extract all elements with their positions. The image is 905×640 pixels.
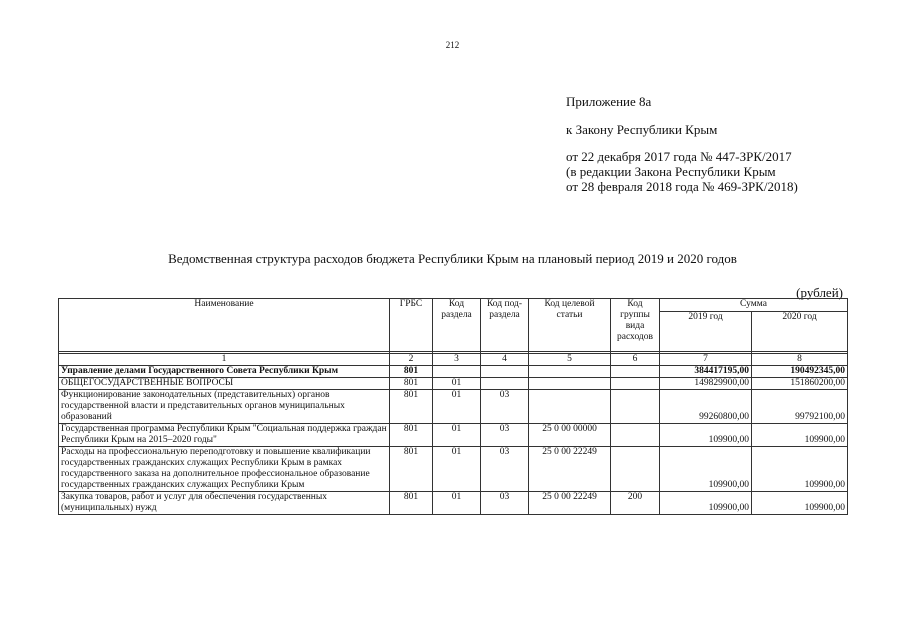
row-podrazdel: 03 [481, 390, 529, 424]
row-podrazdel: 03 [481, 424, 529, 447]
row-target [529, 366, 611, 378]
col-number: 2 [390, 354, 433, 366]
budget-table [58, 298, 848, 515]
header-podrazdel: Код под-раздела [481, 299, 529, 352]
row-group [611, 366, 660, 378]
row-target: 25 0 00 22249 [529, 447, 611, 492]
row-group: 200 [611, 492, 660, 515]
row-name: Управление делами Государственного Совета Республики Крым [59, 366, 390, 378]
appendix-edition-date: от 28 февраля 2018 года № 469-ЗРК/2018) [566, 179, 798, 194]
header-target: Код целевой статьи [529, 299, 611, 352]
table-row [59, 424, 848, 447]
row-name: Закупка товаров, работ и услуг для обеспечения государственных (муниципальных) нужд [59, 492, 390, 515]
header-razdel: Код раздела [433, 299, 481, 352]
table-row [59, 390, 848, 424]
row-razdel: 01 [433, 492, 481, 515]
row-sum-2019: 149829900,00 [660, 378, 752, 390]
row-name: ОБЩЕГОСУДАРСТВЕННЫЕ ВОПРОСЫ [59, 378, 390, 390]
row-podrazdel [481, 366, 529, 378]
row-sum-2020: 109900,00 [752, 424, 848, 447]
row-sum-2020: 99792100,00 [752, 390, 848, 424]
page-number: 212 [445, 40, 460, 50]
row-sum-2020: 190492345,00 [752, 366, 848, 378]
appendix-date: от 22 декабря 2017 года № 447-ЗРК/2017 [566, 149, 792, 164]
row-target [529, 390, 611, 424]
row-grbs: 801 [390, 424, 433, 447]
table-row [59, 378, 848, 390]
header-2020: 2020 год [752, 312, 848, 352]
row-name: Государственная программа Республики Крым "Социальная поддержка граждан Республики Крым на 2015–2020 годы" [59, 424, 390, 447]
col-number: 7 [660, 354, 752, 366]
row-target: 25 0 00 00000 [529, 424, 611, 447]
appendix-law: к Закону Республики Крым [566, 122, 718, 137]
row-sum-2019: 384417195,00 [660, 366, 752, 378]
row-grbs: 801 [390, 492, 433, 515]
row-sum-2020: 109900,00 [752, 447, 848, 492]
row-grbs: 801 [390, 366, 433, 378]
appendix-edition: (в редакции Закона Республики Крым [566, 164, 776, 179]
table-row [59, 447, 848, 492]
row-group [611, 390, 660, 424]
row-name: Функционирование законодательных (представительных) органов государственной власти и представительных органов муниципальных образований [59, 390, 390, 424]
row-razdel [433, 366, 481, 378]
row-grbs: 801 [390, 447, 433, 492]
header-row [59, 299, 848, 312]
col-number: 8 [752, 354, 848, 366]
row-grbs: 801 [390, 390, 433, 424]
col-number: 6 [611, 354, 660, 366]
row-group [611, 424, 660, 447]
header-2019: 2019 год [660, 312, 752, 352]
appendix-title: Приложение 8а [566, 94, 652, 109]
row-podrazdel [481, 378, 529, 390]
header-group: Код группы вида расходов [611, 299, 660, 352]
header-sum: Сумма [660, 299, 848, 312]
row-sum-2019: 109900,00 [660, 447, 752, 492]
col-number: 4 [481, 354, 529, 366]
row-grbs: 801 [390, 378, 433, 390]
row-podrazdel: 03 [481, 492, 529, 515]
table-row [59, 366, 848, 378]
col-number: 1 [59, 354, 390, 366]
row-sum-2019: 99260800,00 [660, 390, 752, 424]
col-number: 3 [433, 354, 481, 366]
table-row [59, 492, 848, 515]
header-grbs: ГРБС [390, 299, 433, 352]
currency-unit: (рублей) [796, 285, 843, 300]
document-title: Ведомственная структура расходов бюджета Республики Крым на плановый период 2019 и 2020 годов [168, 251, 737, 266]
row-group [611, 447, 660, 492]
row-target [529, 378, 611, 390]
row-name: Расходы на профессиональную переподготовку и повышение квалификации государственных гражданских служащих Республики Крым в рамках государственного заказа на дополнительное профессиональное образование государственных гражданских служащих Республики Крым [59, 447, 390, 492]
row-group [611, 378, 660, 390]
row-sum-2020: 151860200,00 [752, 378, 848, 390]
header-name: Наименование [59, 299, 390, 352]
row-target: 25 0 00 22249 [529, 492, 611, 515]
row-podrazdel: 03 [481, 447, 529, 492]
row-razdel: 01 [433, 378, 481, 390]
column-number-row [59, 354, 848, 366]
row-sum-2019: 109900,00 [660, 492, 752, 515]
row-sum-2019: 109900,00 [660, 424, 752, 447]
row-razdel: 01 [433, 390, 481, 424]
row-razdel: 01 [433, 447, 481, 492]
row-sum-2020: 109900,00 [752, 492, 848, 515]
col-number: 5 [529, 354, 611, 366]
row-razdel: 01 [433, 424, 481, 447]
